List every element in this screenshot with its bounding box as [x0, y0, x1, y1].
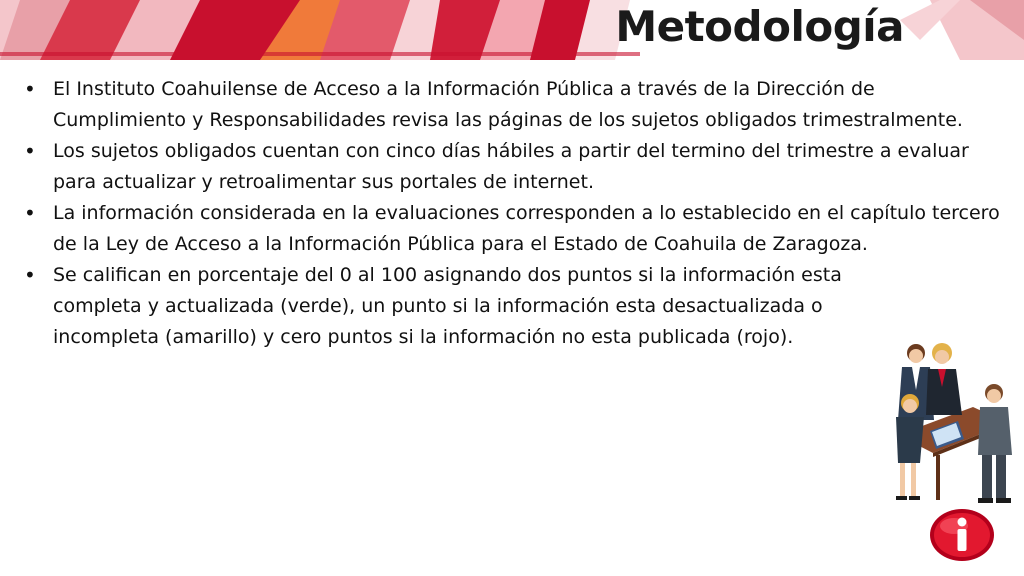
- list-item: • Se califican en porcentaje del 0 al 100 asignando dos puntos si la información esta completa y actualizada (verde), un punto si la información esta desactualizada o incompleta (amarillo) y cero puntos si la información no esta publicada (rojo).: [22, 260, 918, 353]
- page-title: Metodología: [615, 2, 904, 51]
- list-item: • La información considerada en la evaluaciones corresponden a lo establecido en el capítulo tercero de la Ley de Acceso a la Información Pública para el Estado de Coahuila de Zaragoza.: [22, 198, 1002, 260]
- info-logo-icon: [928, 506, 996, 564]
- list-item: • El Instituto Coahuilense de Acceso a la Información Pública a través de la Dirección de Cumplimiento y Responsabilidades revisa las páginas de los sujetos obligados trimestralmente.: [22, 74, 1002, 136]
- business-meeting-illustration: [878, 335, 1018, 510]
- bullet-list: [22, 74, 1002, 353]
- list-item: • Los sujetos obligados cuentan con cinco días hábiles a partir del termino del trimestre a evaluar para actualizar y retroalimentar sus portales de internet.: [22, 136, 1002, 198]
